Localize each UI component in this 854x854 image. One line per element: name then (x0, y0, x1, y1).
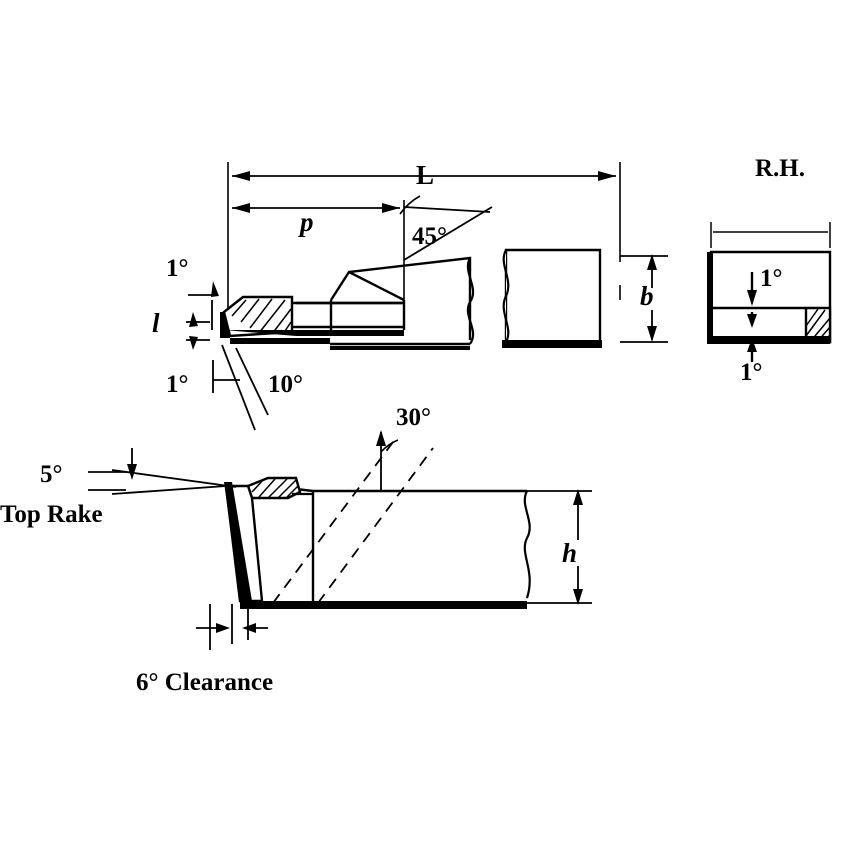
label-shank-height: h (562, 538, 578, 568)
label-hand-rh: R.H. (755, 155, 805, 182)
label-angle-10: 10° (268, 371, 303, 398)
dimension-line-h (527, 489, 592, 605)
label-angle-5: 5° (40, 461, 63, 488)
label-shank-width: b (640, 281, 654, 311)
label-angle-45: 45° (412, 223, 447, 250)
top-view-carbide-tip (220, 297, 404, 338)
angle-5-leader (88, 448, 236, 494)
label-angle-30: 30° (396, 404, 431, 431)
cross-section-block (502, 250, 602, 348)
dimension-line-p (232, 203, 400, 213)
label-tip-thickness: l (152, 308, 160, 338)
angle-6-clearance-leader (196, 604, 268, 650)
label-overall-length: L (416, 160, 435, 190)
label-angle-1-rh-upper: 1° (760, 265, 783, 292)
label-angle-1-bottom-left: 1° (166, 371, 189, 398)
label-angle-1-top-left: 1° (166, 255, 189, 282)
rh-end-view (707, 222, 830, 362)
side-view-tool-body (224, 478, 530, 609)
label-tip-length: p (300, 207, 314, 237)
chip-breaker-dashed-lines (273, 438, 433, 603)
label-angle-1-rh-lower: 1° (740, 359, 763, 386)
label-top-rake: Top Rake (0, 501, 103, 528)
label-clearance-6: 6° Clearance (136, 669, 274, 696)
